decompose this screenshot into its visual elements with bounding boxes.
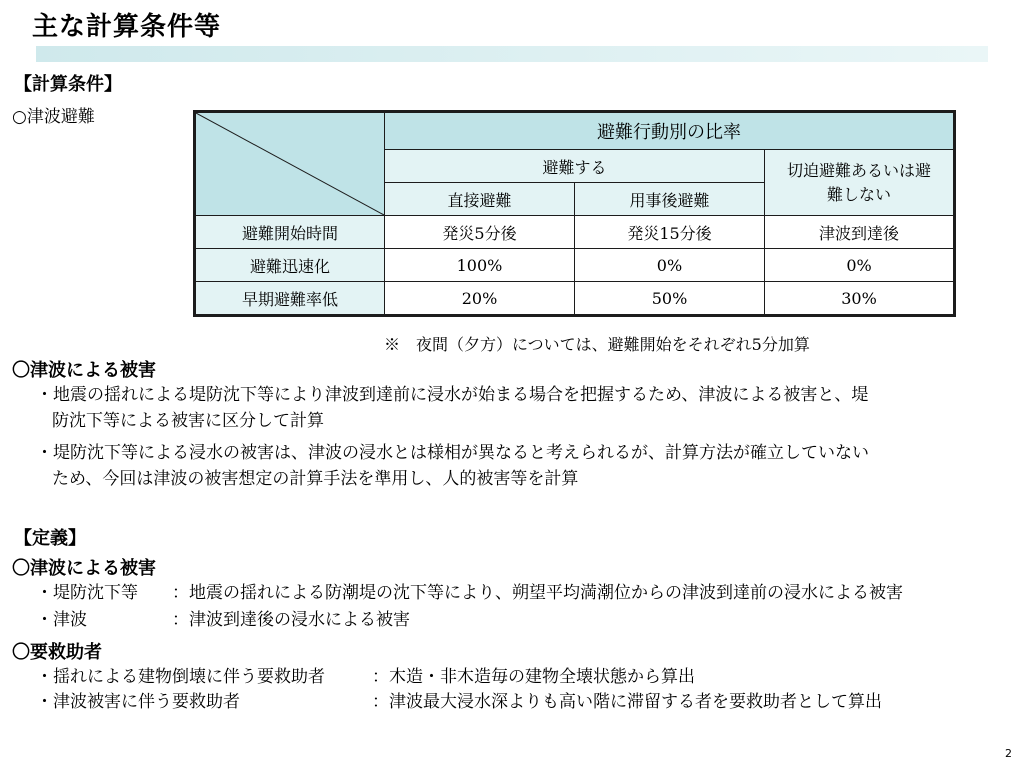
header-no-evacuate: 切迫避難あるいは避難しない (765, 150, 955, 216)
definition-item (36, 664, 695, 690)
cell-no-evacuate: 0% (765, 249, 955, 282)
header-after-errand-evacuation: 用事後避難 (575, 183, 765, 216)
bullet-item (36, 440, 869, 492)
page-number: 2 (1005, 747, 1012, 760)
table-row (195, 282, 955, 316)
cell-direct: 100% (385, 249, 575, 282)
tsunami-evacuation-label: ○津波避難 (12, 107, 95, 127)
definition-desc: ：津波最大浸水深よりも高い階に滞留する者を要救助者として算出 (372, 692, 882, 712)
definition-desc: ：地震の揺れによる防潮堤の沈下等により、朔望平均満潮位からの津波到達前の浸水による被害 (172, 583, 903, 603)
bullet-line: ・堤防沈下等による浸水の被害は、津波の浸水とは様相が異なると考えられるが、計算方法が確立していない (36, 443, 869, 463)
header-direct-evacuation: 直接避難 (385, 183, 575, 216)
tsunami-damage-heading: 〇津波による被害 (12, 360, 156, 381)
title-underline-bar (36, 46, 988, 62)
definition-term: ・堤防沈下等 (36, 583, 138, 603)
cell-after-errand: 発災15分後 (575, 216, 765, 249)
definition-term: ・津波 (36, 610, 87, 630)
cell-direct: 発災5分後 (385, 216, 575, 249)
definition-term: ・揺れによる建物倒壊に伴う要救助者 (36, 667, 325, 687)
rescue-needed-heading: 〇要救助者 (12, 642, 102, 663)
bullet-line: ・地震の揺れによる堤防沈下等により津波到達前に浸水が始まる場合を把握するため、津波による被害と、堤 (36, 385, 869, 405)
table-note: ※ 夜間（夕方）については、避難開始をそれぞれ5分加算 (384, 335, 810, 354)
definition-item (36, 607, 410, 633)
header-evacuate: 避難する (385, 150, 765, 183)
table-row (195, 216, 955, 249)
row-label: 避難開始時間 (195, 216, 385, 249)
definition-desc: ：津波到達後の浸水による被害 (172, 610, 410, 630)
cell-after-errand: 0% (575, 249, 765, 282)
cell-after-errand: 50% (575, 282, 765, 316)
definition-tsunami-damage-heading: 〇津波による被害 (12, 558, 156, 579)
cell-direct: 20% (385, 282, 575, 316)
bullet-line: ため、今回は津波の被害想定の計算手法を準用し、人的被害等を計算 (52, 469, 579, 489)
table-row (195, 249, 955, 282)
evacuation-ratio-table (193, 110, 956, 317)
page-title: 主な計算条件等 (32, 12, 222, 42)
row-label: 早期避難率低 (195, 282, 385, 316)
bullet-line: 防沈下等による被害に区分して計算 (52, 411, 324, 431)
cell-no-evacuate: 津波到達後 (765, 216, 955, 249)
calc-conditions-heading: 【計算条件】 (14, 74, 122, 95)
definition-desc: ：木造・非木造毎の建物全壊状態から算出 (372, 667, 695, 687)
definition-term: ・津波被害に伴う要救助者 (36, 692, 240, 712)
diagonal-line (196, 113, 384, 215)
definition-item (36, 580, 903, 606)
definition-item (36, 689, 882, 715)
definitions-heading: 【定義】 (14, 528, 86, 549)
row-label: 避難迅速化 (195, 249, 385, 282)
header-evacuation-ratio: 避難行動別の比率 (385, 112, 955, 150)
bullet-item (36, 382, 868, 434)
cell-no-evacuate: 30% (765, 282, 955, 316)
table-corner-cell (195, 112, 385, 216)
